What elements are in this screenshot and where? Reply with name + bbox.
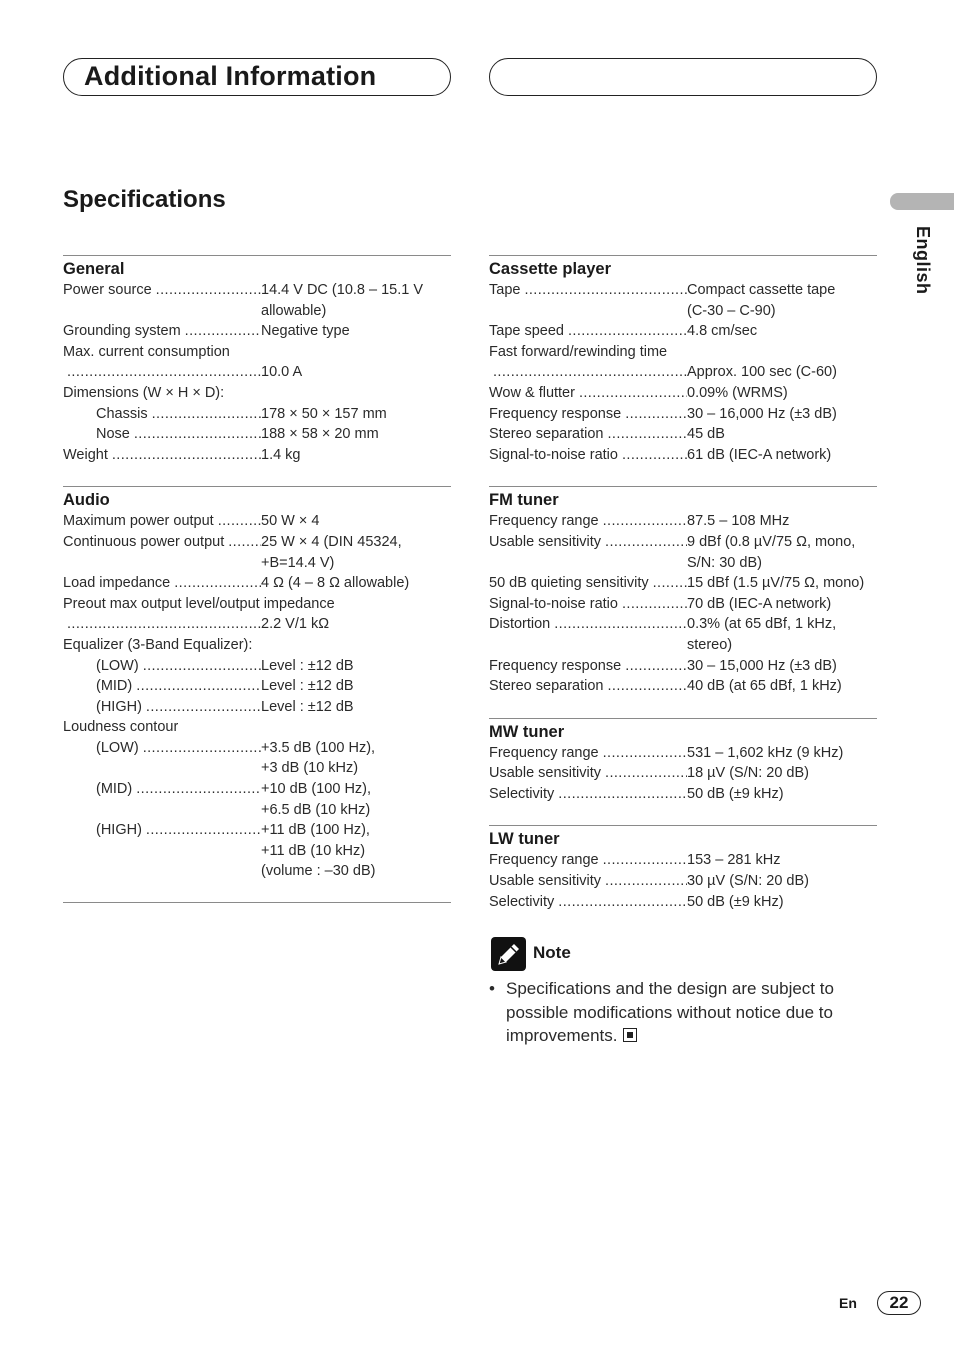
dot-leader (554, 784, 687, 805)
spec-section-heading: General (63, 260, 125, 278)
spec-row (63, 445, 451, 466)
spec-row (489, 280, 877, 321)
spec-label: Power source (63, 282, 152, 298)
spec-label: (LOW) (96, 657, 139, 674)
spec-value: 178 × 50 × 157 mm (261, 405, 387, 422)
dot-leader (564, 321, 687, 342)
spec-row (489, 362, 877, 383)
spec-value: 87.5 – 108 MHz (687, 513, 790, 530)
spec-value: 10.0 A (261, 364, 303, 381)
spec-value: 9 dBf (0.8 µV/75 Ω, mono, S/N: 30 dB) (687, 533, 856, 571)
spec-row (63, 383, 451, 404)
dot-leader (148, 404, 261, 425)
spec-section (489, 255, 877, 465)
dot-leader (599, 511, 687, 532)
spec-value: 45 dB (687, 426, 725, 443)
spec-row (489, 614, 877, 655)
dot-leader (224, 532, 261, 573)
spec-row (63, 820, 451, 882)
spec-label: (MID) (96, 781, 133, 798)
dot-leader (599, 743, 687, 764)
spec-label: Equalizer (3-Band Equalizer): (63, 636, 253, 653)
dot-leader (550, 614, 687, 655)
dot-leader (152, 280, 261, 321)
dot-leader (142, 697, 261, 718)
dot-leader (554, 892, 687, 913)
dot-leader (599, 850, 687, 871)
page-heading: Specifications (63, 186, 226, 213)
spec-label: Chassis (96, 405, 148, 422)
dot-leader (108, 445, 261, 466)
spec-value (178, 717, 451, 738)
spec-row (63, 362, 451, 383)
spec-row (63, 614, 451, 635)
spec-label: Max. current consumption (63, 343, 230, 360)
spec-label: 50 dB quieting sensitivity (489, 575, 649, 592)
dot-leader (130, 424, 261, 445)
spec-label: Continuous power output (63, 533, 225, 550)
header-title-box (63, 58, 451, 96)
spec-label: (MID) (96, 678, 133, 695)
spec-label: Fast forward/rewinding time (489, 343, 668, 360)
spec-value (667, 342, 877, 363)
note-text: Specifications and the design are subject to possible modifications without notice due to improvements. (506, 979, 834, 1045)
spec-row (63, 511, 451, 532)
spec-row (63, 656, 451, 677)
spec-value: 30 – 16,000 Hz (±3 dB) (687, 405, 837, 422)
spec-value (230, 342, 451, 363)
spec-value: Level : ±12 dB (261, 678, 354, 695)
spec-label: Usable sensitivity (489, 765, 602, 782)
spec-row (63, 676, 451, 697)
spec-label: Selectivity (489, 893, 555, 910)
dot-leader (132, 676, 261, 697)
spec-row (489, 532, 877, 573)
spec-section-heading: LW tuner (489, 830, 560, 849)
language-tab-marker (890, 193, 954, 210)
spec-row (489, 871, 877, 892)
spec-row (489, 656, 877, 677)
dot-leader (139, 656, 261, 677)
dot-leader (214, 511, 261, 532)
spec-row (489, 784, 877, 805)
spec-label: Distortion (489, 616, 551, 633)
spec-value: 61 dB (IEC-A network) (687, 446, 832, 463)
note-body (489, 977, 877, 1048)
spec-value: 50 dB (±9 kHz) (687, 893, 784, 910)
spec-section-heading: Cassette player (489, 260, 611, 278)
spec-row (489, 850, 877, 871)
dot-leader (575, 383, 687, 404)
spec-section (489, 825, 877, 912)
spec-value: 25 W × 4 (DIN 45324, +B=14.4 V) (261, 533, 402, 571)
spec-row (63, 738, 451, 779)
spec-label: Preout max output level/output impedance (63, 595, 335, 612)
dot-leader (621, 404, 687, 425)
spec-section (63, 486, 451, 882)
header-title: Additional Information (84, 61, 377, 91)
spec-row (489, 763, 877, 784)
spec-label: Grounding system (63, 323, 181, 340)
spec-label: Signal-to-noise ratio (489, 595, 618, 612)
right-spec-column (489, 255, 877, 912)
dot-leader (132, 779, 261, 820)
spec-row (63, 424, 451, 445)
spec-value: 50 dB (±9 kHz) (687, 785, 784, 802)
dot-leader (603, 676, 687, 697)
spec-value: 18 µV (S/N: 20 dB) (687, 765, 809, 782)
spec-label: Maximum power output (63, 513, 214, 530)
dot-leader (649, 573, 687, 594)
spec-label: Weight (63, 446, 108, 463)
spec-label: (HIGH) (96, 698, 142, 715)
spec-row (489, 321, 877, 342)
spec-value: 70 dB (IEC-A network) (687, 595, 832, 612)
dot-leader (603, 424, 687, 445)
spec-section (489, 486, 877, 696)
spec-value: 40 dB (at 65 dBf, 1 kHz) (687, 678, 842, 695)
spec-label: Frequency response (489, 405, 622, 422)
spec-label: Tape speed (489, 323, 564, 340)
spec-value: Compact cassette tape (C-30 – C-90) (687, 282, 836, 319)
spec-label: Tape (489, 282, 521, 298)
spec-label: Frequency response (489, 657, 622, 674)
spec-section (489, 718, 877, 805)
spec-value: 15 dBf (1.5 µV/75 Ω, mono) (687, 575, 865, 592)
spec-row (489, 594, 877, 615)
spec-value: 1.4 kg (261, 446, 301, 463)
spec-label: Selectivity (489, 785, 555, 802)
note-label: Note (533, 943, 571, 962)
spec-row (63, 594, 451, 615)
dot-leader (63, 362, 261, 383)
spec-row (489, 573, 877, 594)
header-empty-box (489, 58, 877, 96)
footer-language: En (839, 1295, 857, 1311)
spec-row (63, 697, 451, 718)
spec-value: Approx. 100 sec (C-60) (687, 364, 837, 381)
spec-value: 531 – 1,602 kHz (9 kHz) (687, 744, 844, 761)
spec-value: 50 W × 4 (261, 513, 320, 530)
spec-value (335, 594, 451, 615)
spec-value: +10 dB (100 Hz), +6.5 dB (10 kHz) (261, 781, 372, 818)
dot-leader (139, 738, 261, 779)
end-of-section-icon (623, 1028, 637, 1042)
note-pencil-icon (491, 937, 526, 971)
spec-value (252, 635, 451, 656)
language-tab-label: English (913, 226, 933, 295)
spec-value: 4.8 cm/sec (687, 323, 758, 340)
spec-row (489, 511, 877, 532)
page-number: 22 (877, 1291, 921, 1315)
dot-leader (489, 362, 687, 383)
spec-label: Loudness contour (63, 719, 179, 736)
spec-value: 4 Ω (4 – 8 Ω allowable) (261, 575, 410, 592)
dot-leader (601, 532, 687, 573)
spec-label: Load impedance (63, 575, 171, 592)
dot-leader (621, 656, 687, 677)
spec-label: Stereo separation (489, 426, 604, 443)
dot-leader (170, 573, 261, 594)
spec-label: Usable sensitivity (489, 533, 602, 550)
spec-row (63, 573, 451, 594)
spec-row (489, 404, 877, 425)
spec-row (489, 676, 877, 697)
spec-value: 153 – 281 kHz (687, 852, 781, 869)
spec-section (63, 255, 451, 465)
spec-label: (HIGH) (96, 822, 142, 839)
spec-value: +11 dB (100 Hz), +11 dB (10 kHz) (volume : –30 dB) (261, 822, 376, 880)
spec-row (489, 383, 877, 404)
spec-row (63, 280, 451, 321)
spec-label: Nose (96, 426, 130, 443)
note-bullet: • (489, 979, 495, 998)
dot-leader (618, 445, 687, 466)
spec-label: Signal-to-noise ratio (489, 446, 618, 463)
dot-leader (181, 321, 261, 342)
spec-value: 30 µV (S/N: 20 dB) (687, 873, 809, 890)
spec-section-heading: FM tuner (489, 491, 559, 510)
spec-row (489, 445, 877, 466)
spec-row (63, 717, 451, 738)
spec-value: 188 × 58 × 20 mm (261, 426, 379, 443)
spec-row (63, 532, 451, 573)
spec-row (489, 424, 877, 445)
spec-row (63, 635, 451, 656)
spec-value: Level : ±12 dB (261, 698, 354, 715)
spec-value: Negative type (261, 323, 350, 340)
spec-value: 0.09% (WRMS) (687, 384, 788, 401)
spec-row (489, 342, 877, 363)
column-end-rule (63, 902, 451, 903)
spec-value: 0.3% (at 65 dBf, 1 kHz, stereo) (687, 616, 837, 653)
spec-section-heading: MW tuner (489, 722, 565, 741)
spec-row (63, 404, 451, 425)
spec-row (63, 779, 451, 820)
spec-label: Dimensions (W × H × D): (63, 384, 225, 401)
dot-leader (142, 820, 261, 882)
spec-label: Frequency range (489, 852, 599, 869)
spec-label: Frequency range (489, 513, 599, 530)
spec-row (63, 321, 451, 342)
spec-value: 2.2 V/1 kΩ (261, 616, 330, 633)
spec-label: (LOW) (96, 739, 139, 756)
spec-label: Wow & flutter (489, 384, 575, 401)
spec-label: Stereo separation (489, 678, 604, 695)
spec-value: +3.5 dB (100 Hz), +3 dB (10 kHz) (261, 739, 376, 777)
dot-leader (601, 763, 687, 784)
spec-row (489, 892, 877, 913)
spec-value: 30 – 15,000 Hz (±3 dB) (687, 657, 837, 674)
spec-row (63, 342, 451, 363)
spec-section-heading: Audio (63, 491, 110, 510)
dot-leader (601, 871, 687, 892)
spec-label: Usable sensitivity (489, 873, 602, 890)
dot-leader (63, 614, 261, 635)
spec-value: 14.4 V DC (10.8 – 15.1 V allowable) (261, 282, 424, 319)
dot-leader (618, 594, 687, 615)
spec-row (489, 743, 877, 764)
spec-value (224, 383, 451, 404)
dot-leader (520, 280, 687, 321)
left-spec-column (63, 255, 451, 903)
spec-value: Level : ±12 dB (261, 657, 354, 674)
spec-label: Frequency range (489, 744, 599, 761)
